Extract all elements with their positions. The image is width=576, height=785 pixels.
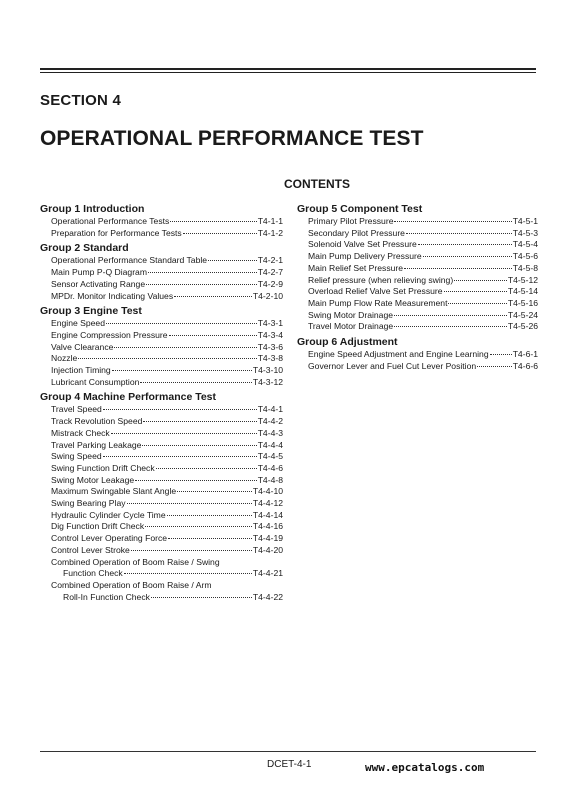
toc-entry[interactable] (297, 216, 538, 228)
toc-entry-page: T4-4-5 (257, 451, 283, 462)
toc-entry-continuation (51, 568, 283, 580)
toc-entry-page: T4-3-1 (257, 318, 283, 329)
top-rule-thin (40, 72, 536, 73)
toc-entry[interactable] (297, 361, 538, 373)
toc-entry-page: T4-4-1 (257, 404, 283, 415)
toc-group-title: Group 6 Adjustment (297, 336, 398, 349)
toc-entry-page: T4-4-21 (252, 568, 283, 579)
toc-entry[interactable] (297, 251, 538, 263)
dot-leader (106, 323, 257, 324)
bottom-rule (40, 751, 536, 752)
toc-entry[interactable] (40, 475, 283, 487)
toc-entry-label: Preparation for Performance Tests (51, 227, 182, 238)
toc-entry-label: Relief pressure (when relieving swing) (308, 274, 454, 285)
section-title: OPERATIONAL PERFORMANCE TEST (40, 127, 424, 150)
dot-leader (169, 335, 257, 336)
toc-entry-label: Combined Operation of Boom Raise / Arm (51, 579, 212, 590)
toc-entry-page: T4-4-6 (257, 462, 283, 473)
toc-entry-page: T4-4-14 (252, 509, 283, 520)
toc-group (40, 391, 283, 603)
top-rule (40, 68, 536, 70)
toc-entry[interactable] (40, 342, 283, 354)
dot-leader (394, 221, 511, 222)
dot-leader (78, 358, 256, 359)
toc-group (40, 305, 283, 388)
toc-entry[interactable] (297, 275, 538, 287)
toc-entry[interactable] (40, 533, 283, 545)
toc-entry[interactable] (40, 557, 283, 580)
toc-entry[interactable] (40, 416, 283, 428)
toc-entry[interactable] (297, 310, 538, 322)
dot-leader (140, 382, 252, 383)
toc-entry-label: Operational Performance Standard Table (51, 255, 208, 266)
dot-leader (423, 256, 512, 257)
dot-leader (145, 526, 252, 527)
toc-entry[interactable] (40, 267, 283, 279)
dot-leader (170, 221, 256, 222)
toc-entry-page: T4-4-19 (252, 533, 283, 544)
toc-entry-page: T4-6-1 (512, 349, 538, 360)
toc-entry[interactable] (40, 510, 283, 522)
toc-entry[interactable] (297, 286, 538, 298)
dot-leader (394, 315, 507, 316)
toc-entry[interactable] (40, 440, 283, 452)
section-label: SECTION 4 (40, 92, 121, 109)
toc-entry[interactable] (40, 498, 283, 510)
toc-entry-label: Hydraulic Cylinder Cycle Time (51, 509, 166, 520)
toc-entry-label: Overload Relief Valve Set Pressure (308, 286, 443, 297)
dot-leader (151, 597, 252, 598)
toc-entry-page: T4-5-1 (512, 216, 538, 226)
toc-entry-page: T4-4-10 (252, 486, 283, 497)
toc-entry[interactable] (40, 291, 283, 303)
toc-entry-page: T4-4-16 (252, 521, 283, 532)
toc-entry-label: Main Relief Set Pressure (308, 262, 404, 273)
dot-leader (454, 280, 507, 281)
toc-entry[interactable] (40, 521, 283, 533)
contents-column-left (40, 203, 283, 603)
toc-entry-label: Swing Speed (51, 451, 102, 462)
dot-leader (124, 573, 252, 574)
toc-group-title: Group 5 Component Test (297, 203, 423, 215)
toc-entry[interactable] (40, 255, 283, 267)
toc-entry-page: T4-2-10 (252, 290, 283, 301)
toc-entry-label: Travel Motor Drainage (308, 321, 394, 332)
toc-entry[interactable] (40, 486, 283, 498)
toc-entry-label: Engine Speed Adjustment and Engine Learning (308, 349, 489, 360)
toc-entry-label: Valve Clearance (51, 341, 114, 352)
toc-entry-label: Swing Motor Drainage (308, 309, 394, 320)
toc-entry-label: Travel Parking Leakage (51, 439, 142, 450)
toc-entry[interactable] (40, 428, 283, 440)
toc-entry-page: T4-5-12 (507, 274, 538, 285)
toc-entry-label: Swing Function Drift Check (51, 462, 155, 473)
toc-entry-page: T4-5-24 (507, 309, 538, 320)
toc-entry-label: Primary Pilot Pressure (308, 216, 394, 226)
toc-entry-page: T4-4-20 (252, 544, 283, 555)
dot-leader (418, 244, 512, 245)
toc-entry-label: MPDr. Monitor Indicating Values (51, 290, 174, 301)
dot-leader (490, 354, 512, 355)
toc-entry-label-cont: Function Check (63, 568, 123, 579)
contents-heading: CONTENTS (284, 177, 350, 191)
toc-entry-label: Sensor Activating Range (51, 278, 146, 289)
dot-leader (174, 296, 252, 297)
dot-leader (103, 409, 257, 410)
toc-entry-label: Main Pump Flow Rate Measurement (308, 297, 448, 308)
toc-entry-label: Solenoid Valve Set Pressure (308, 239, 417, 250)
toc-entry-label: Nozzle (51, 353, 78, 364)
dot-leader (127, 503, 252, 504)
toc-entry[interactable] (40, 545, 283, 557)
toc-entry[interactable] (40, 216, 283, 228)
toc-entry-page: T4-5-14 (507, 286, 538, 297)
dot-leader (477, 366, 512, 367)
toc-entry-label: Combined Operation of Boom Raise / Swing (51, 556, 220, 567)
toc-entry-label: Swing Bearing Play (51, 498, 126, 509)
toc-entry-page: T4-5-16 (507, 297, 538, 308)
toc-entry-label: Control Lever Operating Force (51, 533, 168, 544)
toc-entry-page: T4-2-7 (257, 267, 283, 278)
toc-entry[interactable] (297, 298, 538, 310)
toc-entry-page: T4-6-6 (512, 360, 538, 371)
toc-entry-page: T4-4-4 (257, 439, 283, 450)
toc-entry-page: T4-5-3 (512, 227, 538, 238)
toc-entry-label: Engine Compression Pressure (51, 329, 168, 340)
toc-entry[interactable] (40, 330, 283, 342)
dot-leader (103, 456, 257, 457)
toc-entry[interactable] (40, 318, 283, 330)
dot-leader (167, 515, 252, 516)
dot-leader (404, 268, 512, 269)
toc-entry-label: Control Lever Stroke (51, 544, 130, 555)
toc-entry-page: T4-3-6 (257, 341, 283, 352)
toc-entry-label: Main Pump Delivery Pressure (308, 251, 422, 262)
dot-leader (146, 284, 257, 285)
toc-entry-label: Swing Motor Leakage (51, 474, 135, 485)
toc-entry-page: T4-4-8 (257, 474, 283, 485)
dot-leader (394, 326, 507, 327)
dot-leader (448, 303, 506, 304)
page-code: DCET-4-1 (267, 759, 312, 770)
toc-entry-page: T4-1-1 (257, 216, 283, 226)
toc-entry-label: Maximum Swingable Slant Angle (51, 486, 177, 497)
dot-leader (142, 445, 256, 446)
toc-group-title: Group 2 Standard (40, 242, 129, 255)
toc-entry[interactable] (297, 228, 538, 240)
toc-entry-label: Lubricant Consumption (51, 376, 140, 387)
toc-entry-label: Injection Timing (51, 365, 111, 376)
toc-entry[interactable] (40, 228, 283, 240)
toc-entry-page: T4-1-2 (257, 227, 283, 238)
dot-leader (131, 550, 252, 551)
dot-leader (143, 421, 256, 422)
dot-leader (177, 491, 252, 492)
dot-leader (148, 272, 257, 273)
toc-entry[interactable] (40, 463, 283, 475)
toc-entry-label: Travel Speed (51, 404, 102, 415)
toc-group (40, 203, 283, 239)
dot-leader (183, 233, 257, 234)
contents-column-right (297, 203, 538, 372)
toc-entry-label: Main Pump P-Q Diagram (51, 267, 147, 278)
toc-entry[interactable] (40, 451, 283, 463)
toc-entry[interactable] (40, 365, 283, 377)
toc-entry[interactable] (297, 321, 538, 333)
toc-entry[interactable] (40, 377, 283, 389)
toc-group (40, 242, 283, 302)
toc-entry-page: T4-4-3 (257, 427, 283, 438)
toc-entry-page: T4-4-2 (257, 416, 283, 427)
dot-leader (168, 538, 252, 539)
toc-group-title: Group 1 Introduction (40, 203, 145, 215)
toc-entry-label: Operational Performance Tests (51, 216, 170, 226)
toc-entry[interactable] (297, 239, 538, 251)
toc-entry-page: T4-4-22 (252, 591, 283, 602)
toc-entry[interactable] (40, 580, 283, 603)
dot-leader (135, 480, 257, 481)
toc-group-title: Group 4 Machine Performance Test (40, 391, 217, 404)
toc-entry-page: T4-2-1 (257, 255, 283, 266)
toc-entry-page: T4-3-10 (252, 365, 283, 376)
dot-leader (208, 260, 257, 261)
toc-entry-label-cont: Roll-In Function Check (63, 591, 150, 602)
dot-leader (406, 233, 512, 234)
toc-entry-page: T4-3-8 (257, 353, 283, 364)
toc-group (297, 336, 538, 372)
dot-leader (114, 347, 256, 348)
toc-entry-page: T4-5-6 (512, 251, 538, 262)
toc-entry-page: T4-5-4 (512, 239, 538, 250)
toc-entry[interactable] (40, 279, 283, 291)
watermark-url: www.epcatalogs.com (365, 761, 485, 774)
toc-entry-label: Track Revolution Speed (51, 416, 143, 427)
dot-leader (444, 291, 507, 292)
toc-entry-label: Secondary Pilot Pressure (308, 227, 405, 238)
toc-entry-page: T4-2-9 (257, 278, 283, 289)
toc-entry-label: Mistrack Check (51, 427, 110, 438)
toc-entry[interactable] (297, 349, 538, 361)
toc-entry-label: Dig Function Drift Check (51, 521, 145, 532)
toc-entry[interactable] (297, 263, 538, 275)
toc-entry-page: T4-5-26 (507, 321, 538, 332)
toc-entry-continuation (51, 592, 283, 604)
toc-group (297, 203, 538, 333)
toc-entry[interactable] (40, 404, 283, 416)
toc-entry[interactable] (40, 353, 283, 365)
toc-entry-page: T4-5-8 (512, 262, 538, 273)
dot-leader (156, 468, 257, 469)
toc-entry-page: T4-4-12 (252, 498, 283, 509)
dot-leader (112, 370, 252, 371)
toc-entry-page: T4-3-4 (257, 329, 283, 340)
toc-entry-label: Governor Lever and Fuel Cut Lever Position (308, 360, 477, 371)
toc-entry-label: Engine Speed (51, 318, 105, 329)
dot-leader (111, 433, 257, 434)
toc-group-title: Group 3 Engine Test (40, 305, 142, 318)
toc-entry-page: T4-3-12 (252, 376, 283, 387)
